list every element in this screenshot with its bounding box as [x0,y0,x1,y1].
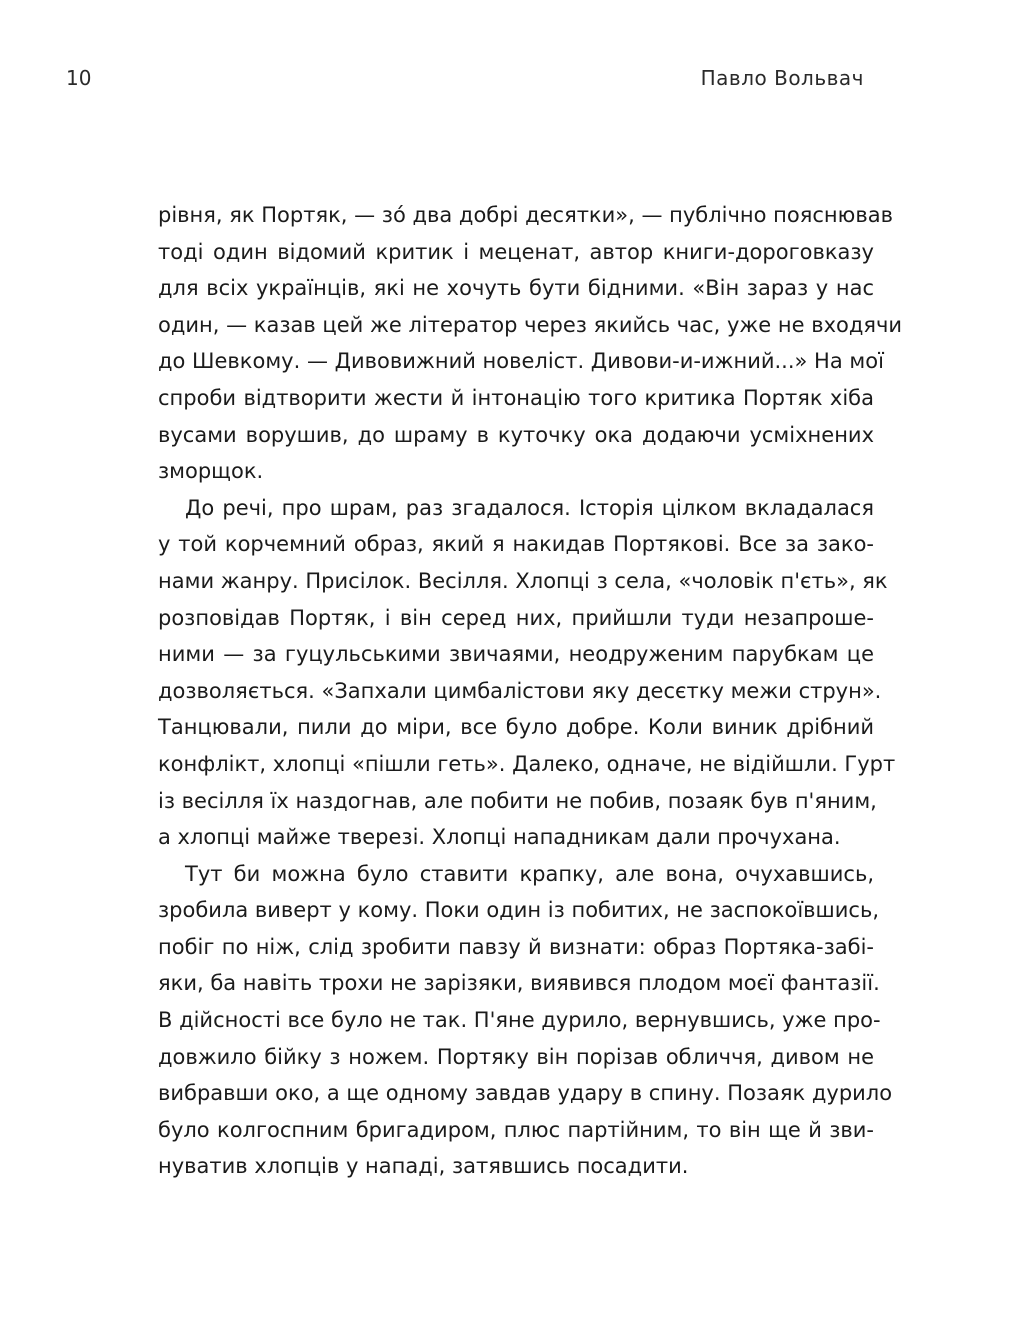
text-line: довжило бійку з ножем. Портяку він порізав обличчя, дивом не [158,1044,874,1069]
text-line: вусами ворушив, до шраму в куточку ока додаючи усміхнених [158,422,874,447]
text-line: тоді один відомий критик і меценат, автор книги-дороговказу [158,239,874,264]
text-line: до Шевкому. — Дивовижний новеліст. Дивови-и-ижний...» На мої [158,349,884,374]
text-line: Танцювали, пили до міри, все було добре. Коли виник дрібний [158,715,874,740]
running-head-author: Павло Вольвач [700,66,864,90]
text-line: ними — за гуцульськими звичаями, неодруженим парубкам це [158,642,874,667]
text-line: а хлопці майже тверезі. Хлопці нападникам дали прочухана. [158,825,841,850]
text-line: із весілля їх наздогнав, але побити не побив, позаяк був п'яним, [158,788,877,813]
text-line: один, — казав цей же літератор через якийсь час, уже не входячи [158,312,903,337]
text-line: побіг по ніж, слід зробити павзу й визнати: образ Портяка-забі- [158,934,874,959]
text-line: рівня, як Портяк, — зо́ два добрі десятки», — публічно пояснював [158,203,893,227]
paragraph-3 [158,856,893,1185]
text-line: зробила виверт у кому. Поки один із побитих, не заспокоївшись, [158,898,879,923]
text-line: вибравши око, а ще одному завдав удару в спину. Позаяк дурило [158,1081,893,1106]
text-line: розповідав Портяк, і він серед них, прийшли туди незапроше- [158,605,874,630]
text-line: у той корчемний образ, який я накидав Портякові. Все за зако- [158,532,874,557]
text-line: конфлікт, хлопці «пішли геть». Далеко, одначе, не відійшли. Гурт [158,751,896,776]
text-line: До речі, про шрам, раз згадалося. Історія цілком вкладалася [185,495,874,520]
text-line: нуватив хлопців у нападі, затявшись посадити. [158,1154,689,1179]
text-line: було колгоспним бригадиром, плюс партійним, то він ще й зви- [158,1117,874,1142]
page-number: 10 [66,66,92,90]
paragraph-2 [158,490,896,856]
body-text [158,197,903,1185]
paragraph-1 [158,197,903,490]
text-line: спроби відтворити жести й інтонацію того критика Портяк хіба [158,385,874,410]
text-line: яки, ба навіть трохи не зарізяки, виявився плодом моєї фантазії. [158,971,880,996]
text-line: зморщок. [158,459,264,484]
text-line: дозволяється. «Запхали цимбалістови яку десєтку межи струн». [158,678,882,703]
text-line: нами жанру. Присілок. Весілля. Хлопці з села, «чоловік п'єть», як [158,568,888,593]
text-line: В дійсності все було не так. П'яне дурило, вернувшись, уже про- [158,1008,881,1033]
text-line: для всіх українців, які не хочуть бути бідними. «Він зараз у нас [158,276,874,301]
text-line: Тут би можна було ставити крапку, але вона, очухавшись, [185,861,874,886]
